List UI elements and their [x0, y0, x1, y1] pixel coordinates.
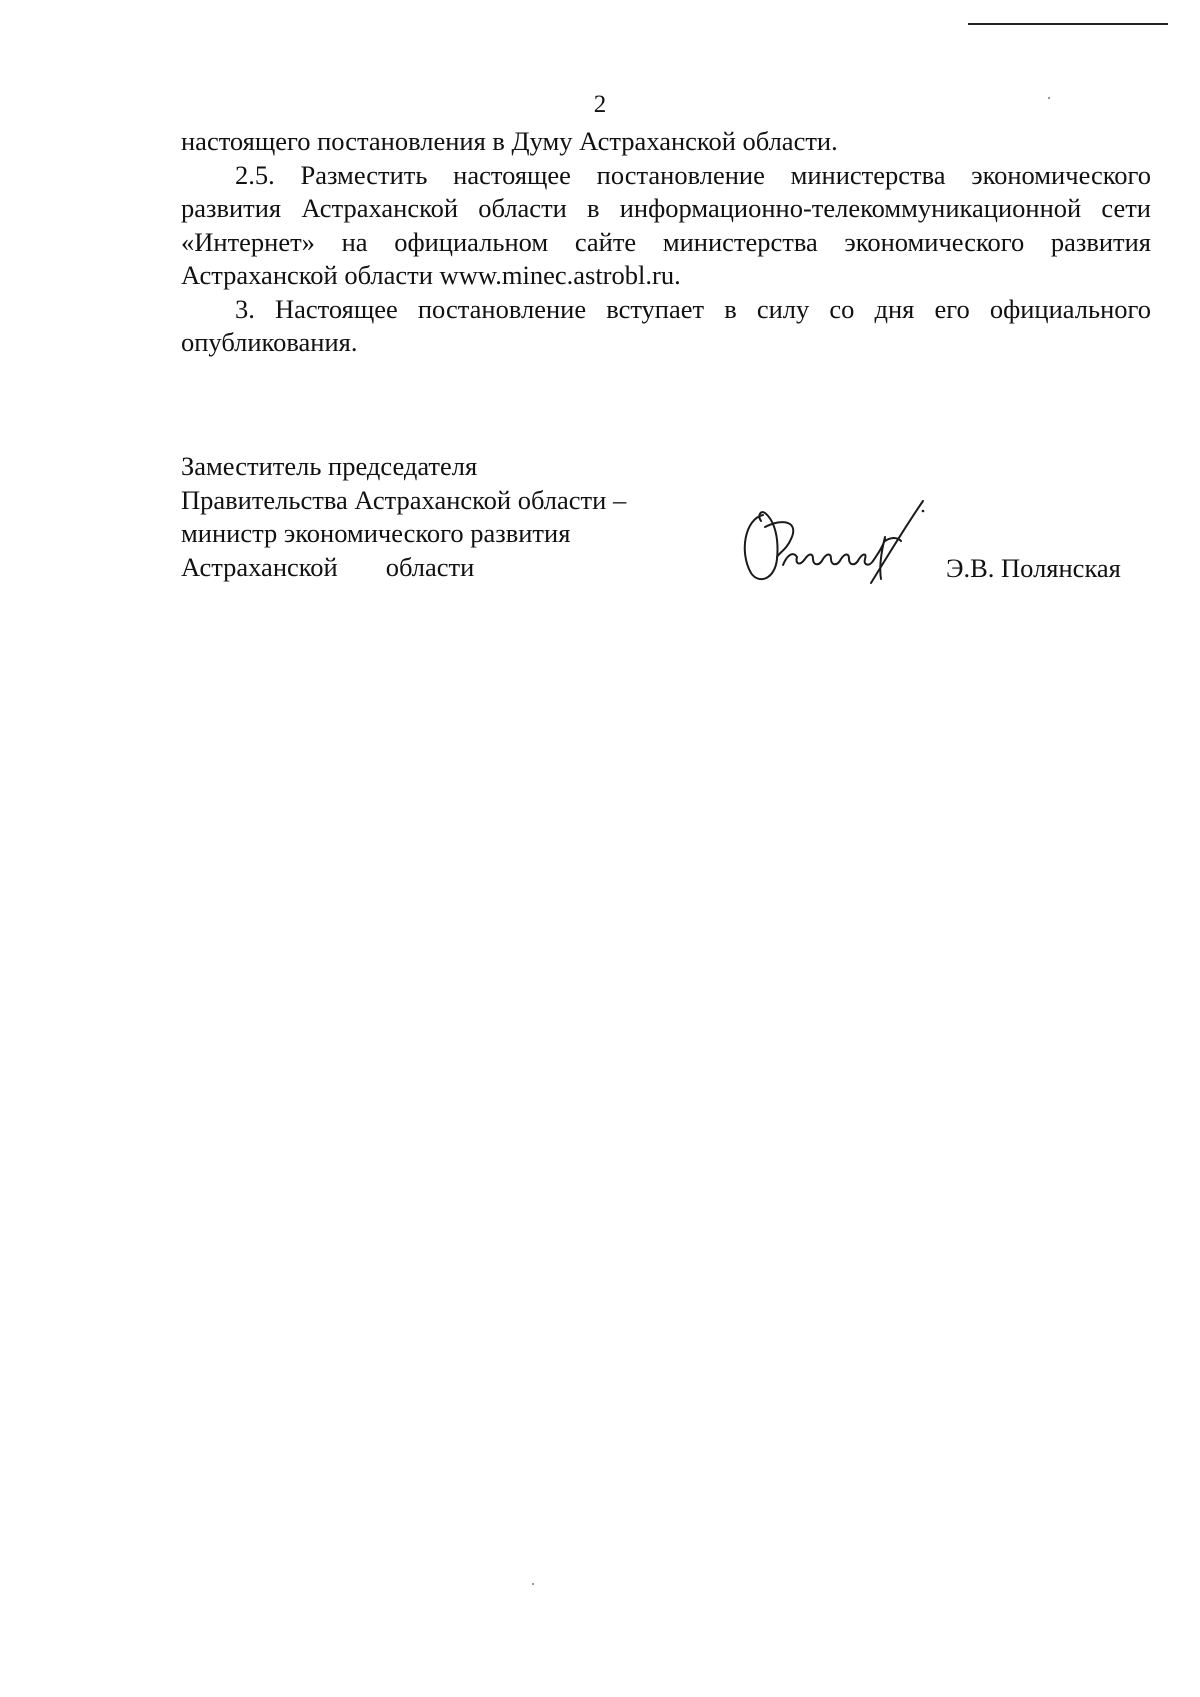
position-line-4-oblast: области — [385, 551, 475, 582]
signatory-position — [181, 450, 741, 584]
position-line-4-region: Астраханской — [181, 551, 338, 582]
position-line-2: Правительства Астраханской области – — [181, 484, 627, 515]
document-body — [181, 125, 1151, 360]
handwritten-signature — [735, 497, 925, 587]
scan-artifact-dot — [532, 1583, 534, 1585]
position-line-1: Заместитель председателя — [181, 451, 478, 481]
position-line-3: министр экономического развития — [181, 518, 571, 548]
paragraph-continuation: настоящего постановления в Думу Астраханской области. — [181, 126, 838, 156]
signer-name: Э.В. Полянская — [946, 553, 1121, 583]
paragraph-2-5: 2.5. Разместить настоящее постановление министерства экономического развития Астраханской области в информационно-телекоммуникационной сети «Интернет» на официальном сайте министерства экономического развития Астраханской области www.minec.astrobl.ru. — [181, 159, 1151, 290]
paragraph-3: 3. Настоящее постановление вступает в силу со дня его официального опубликования. — [181, 293, 1151, 357]
scan-edge-line — [968, 23, 1168, 25]
scan-artifact-dot — [1048, 97, 1050, 99]
position-line-4 — [181, 551, 741, 585]
page-number: 2 — [593, 91, 607, 118]
